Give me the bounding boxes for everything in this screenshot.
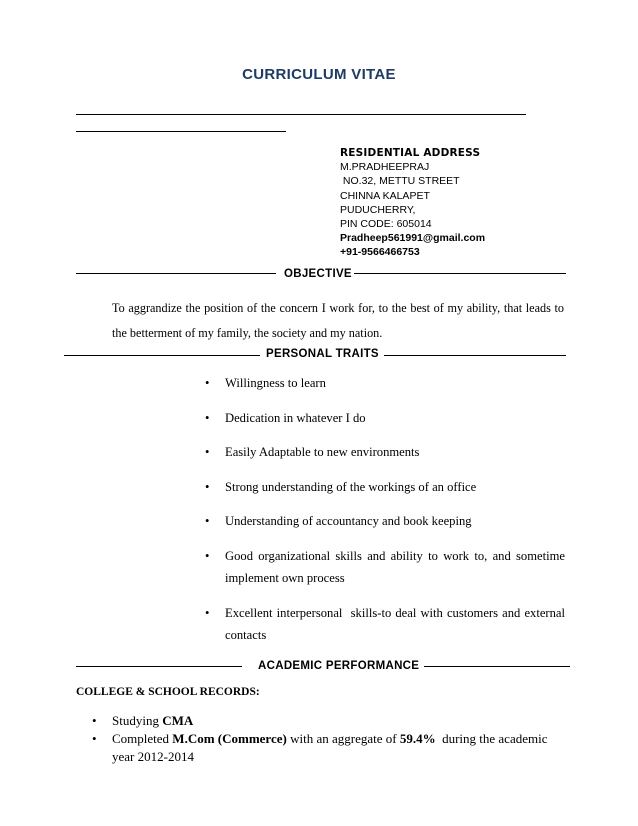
header-rule-1 xyxy=(76,114,526,115)
list-item xyxy=(205,510,565,533)
objective-heading: OBJECTIVE xyxy=(284,268,352,280)
academic-rule-right xyxy=(424,666,570,667)
trait-text: Understanding of accountancy and book keeping xyxy=(225,514,472,528)
bullet-icon: • xyxy=(205,605,210,620)
objective-rule-left xyxy=(76,273,276,274)
list-item xyxy=(92,730,562,766)
residential-address-block xyxy=(340,146,485,260)
address-line: M.PRADHEEPRAJ xyxy=(340,161,430,174)
bullet-icon: • xyxy=(205,445,210,459)
bullet-icon: • xyxy=(205,410,210,425)
address-line: PUDUCHERRY, xyxy=(340,203,416,216)
address-line: NO.32, METTU STREET xyxy=(340,175,460,188)
objective-text: To aggrandize the position of the concern I work for, to the best of my ability, that leads to the betterment of my family, the society and my nation. xyxy=(112,301,564,340)
trait-text: Dedication in whatever I do xyxy=(225,410,366,425)
trait-text: Excellent interpersonal skills-to deal with customers and external contacts xyxy=(225,605,569,642)
list-item xyxy=(205,476,565,499)
academic-text: with an aggregate of xyxy=(286,731,400,746)
list-item xyxy=(205,602,569,647)
bullet-icon: • xyxy=(205,479,210,494)
traits-heading: PERSONAL TRAITS xyxy=(266,348,379,360)
header-rule-2 xyxy=(76,131,286,132)
list-item xyxy=(205,407,565,430)
trait-text: Willingness to learn xyxy=(225,376,326,390)
bullet-icon: • xyxy=(205,376,210,390)
traits-list xyxy=(205,372,569,659)
degree-name: M.Com (Commerce) xyxy=(172,731,287,746)
phone-number: +91-9566466753 xyxy=(340,246,420,259)
trait-text: Strong understanding of the workings of an office xyxy=(225,479,477,494)
bullet-icon: • xyxy=(205,548,210,563)
address-heading: RESIDENTIAL ADDRESS xyxy=(340,147,481,159)
academic-rule-left xyxy=(76,666,242,667)
trait-text: Easily Adaptable to new environments xyxy=(225,445,420,459)
document-title: CURRICULUM VITAE xyxy=(242,66,396,83)
academic-text: Completed xyxy=(112,731,173,746)
academic-heading: ACADEMIC PERFORMANCE xyxy=(258,660,420,672)
address-line: CHINNA KALAPET xyxy=(340,189,430,202)
academic-text: during the academic year 2012-2014 xyxy=(112,731,551,764)
bullet-icon: • xyxy=(205,514,210,528)
list-item xyxy=(205,372,565,395)
list-item xyxy=(205,545,565,590)
list-item xyxy=(205,441,565,464)
bullet-icon: • xyxy=(92,713,97,728)
trait-text: Good organizational skills and ability to work to, and sometime implement own process xyxy=(225,548,565,585)
bullet-icon: • xyxy=(92,731,97,746)
traits-rule-right xyxy=(384,355,566,356)
list-item xyxy=(92,712,562,730)
academic-list xyxy=(92,712,562,766)
records-subheading: COLLEGE & SCHOOL RECORDS: xyxy=(76,686,260,698)
academic-highlight: CMA xyxy=(162,713,194,728)
objective-rule-right xyxy=(354,273,566,274)
address-line: PIN CODE: 605014 xyxy=(340,218,432,231)
aggregate-score: 59.4% xyxy=(399,731,436,746)
email-address: Pradheep561991@gmail.com xyxy=(340,232,486,245)
traits-rule-left xyxy=(64,355,260,356)
academic-text: Studying xyxy=(112,713,163,728)
